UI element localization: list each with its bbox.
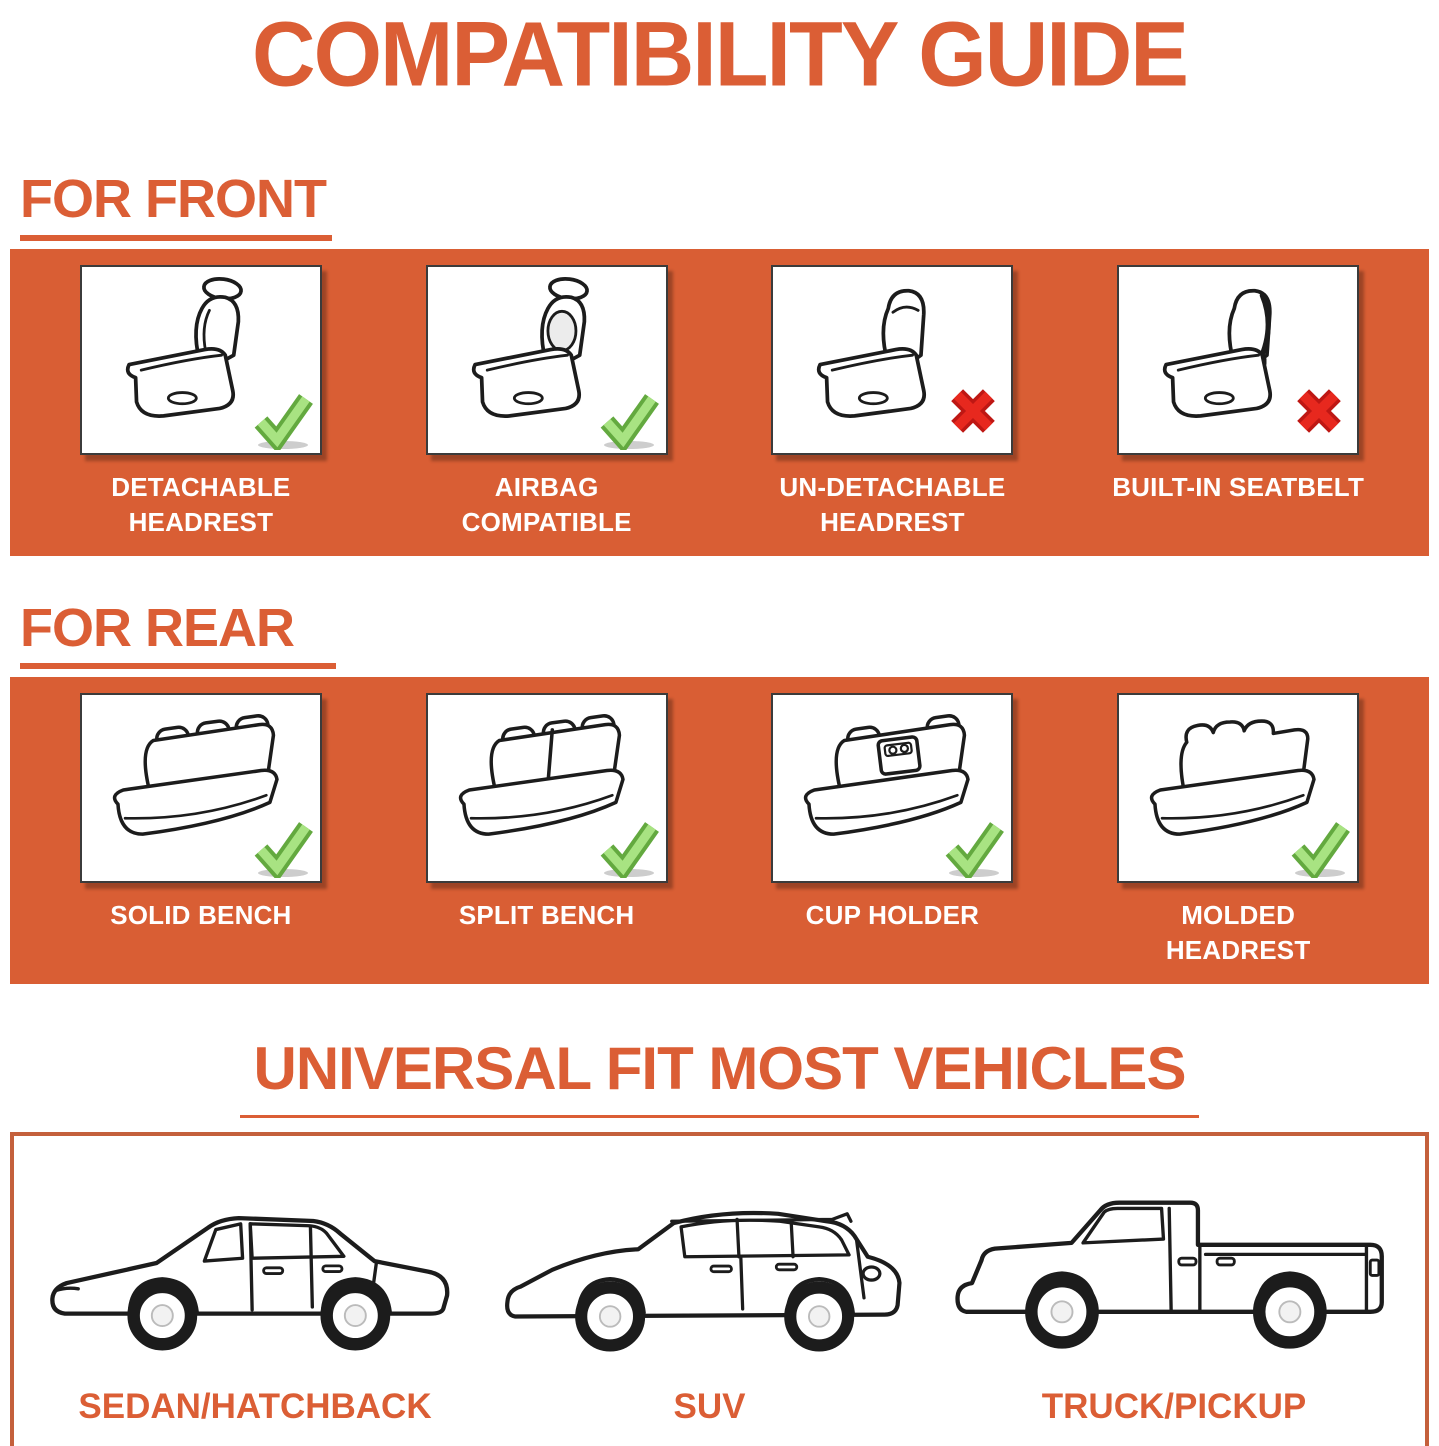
rear-card-solid-bench bbox=[28, 693, 374, 970]
suv-outline-icon bbox=[500, 1163, 920, 1385]
illustration-card bbox=[80, 693, 322, 883]
front-band bbox=[10, 249, 1429, 556]
cross-icon bbox=[1291, 383, 1347, 439]
rear-section-heading: FOR REAR bbox=[20, 600, 336, 670]
card-label: BUILT-IN SEATBELT bbox=[1112, 471, 1365, 502]
card-label: SOLID BENCH bbox=[110, 900, 292, 931]
cross-icon bbox=[945, 383, 1001, 439]
illustration-card bbox=[1117, 693, 1359, 883]
universal-heading: UNIVERSAL FIT MOST VEHICLES bbox=[240, 1036, 1200, 1118]
check-icon bbox=[595, 386, 661, 450]
rear-band bbox=[10, 677, 1429, 984]
card-label: AIRBAG COMPATIBLE bbox=[461, 471, 632, 537]
vehicle-truck bbox=[949, 1163, 1399, 1427]
front-card-built-in-seatbelt bbox=[1065, 265, 1411, 542]
illustration-card bbox=[80, 265, 322, 455]
illustration-card bbox=[1117, 265, 1359, 455]
universal-section bbox=[0, 1036, 1439, 1446]
check-icon bbox=[595, 814, 661, 878]
check-icon bbox=[940, 814, 1006, 878]
illustration-card bbox=[426, 693, 668, 883]
truck-outline-icon bbox=[949, 1163, 1399, 1385]
rear-card-cup-holder bbox=[720, 693, 1066, 970]
front-section-heading: FOR FRONT bbox=[20, 171, 332, 241]
front-card-detachable-headrest bbox=[28, 265, 374, 542]
card-label: DETACHABLE HEADREST bbox=[111, 471, 291, 537]
rear-section bbox=[0, 556, 1439, 985]
card-label: UN-DETACHABLE HEADREST bbox=[779, 471, 1006, 537]
card-label: SPLIT BENCH bbox=[458, 900, 635, 931]
sedan-outline-icon bbox=[40, 1163, 470, 1385]
illustration-card bbox=[771, 693, 1013, 883]
illustration-card bbox=[771, 265, 1013, 455]
check-icon bbox=[249, 814, 315, 878]
vehicle-suv bbox=[500, 1163, 920, 1427]
rear-card-molded-headrest bbox=[1065, 693, 1411, 970]
vehicle-label: SEDAN/HATCHBACK bbox=[78, 1387, 432, 1427]
vehicle-label: SUV bbox=[673, 1387, 746, 1427]
vehicle-label: TRUCK/PICKUP bbox=[1041, 1387, 1307, 1427]
card-label: MOLDED HEADREST bbox=[1165, 900, 1311, 966]
page-title: COMPATIBILITY GUIDE bbox=[252, 2, 1187, 106]
front-card-undetachable-headrest bbox=[720, 265, 1066, 542]
illustration-card bbox=[426, 265, 668, 455]
check-icon bbox=[249, 386, 315, 450]
vehicle-box bbox=[10, 1132, 1429, 1446]
rear-card-split-bench bbox=[374, 693, 720, 970]
vehicle-sedan bbox=[40, 1163, 470, 1427]
check-icon bbox=[1286, 814, 1352, 878]
front-card-airbag-compatible bbox=[374, 265, 720, 542]
front-section bbox=[0, 99, 1439, 556]
card-label: CUP HOLDER bbox=[805, 900, 980, 931]
